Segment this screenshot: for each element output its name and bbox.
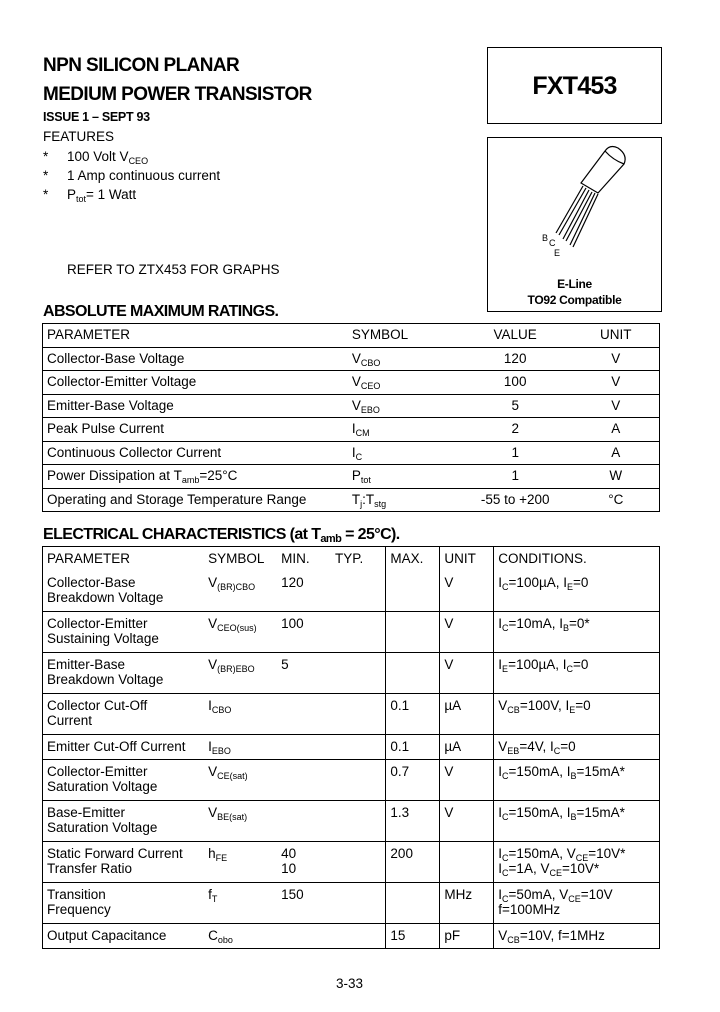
header-unit: UNIT (573, 324, 660, 348)
cell-typ (331, 612, 386, 653)
cell-unit: V (440, 571, 494, 612)
cell-conditions: $V_{EB}=4V$, $I_C=0$ (494, 735, 660, 760)
cell-min: 40 10 (277, 842, 331, 883)
cell-typ (331, 760, 386, 801)
cell-unit: V (440, 801, 494, 842)
cell-max: 200 (386, 842, 440, 883)
cell-unit: MHz (440, 883, 494, 924)
cell-conditions: $V_{CB}=10V$, f=1MHz (498, 928, 605, 945)
features-heading: FEATURES (43, 129, 115, 144)
header-typ: TYP. (331, 547, 386, 572)
cell-parameter: Collector-Emitter Saturation Voltage (43, 760, 205, 801)
cell-conditions: $I_C=50mA$, $V_{CE}=10V$ f=100MHz (494, 883, 660, 924)
cell-unit (440, 842, 494, 883)
cell-symbol: $V_{(BR)CBO}$ (204, 571, 277, 612)
cell-symbol: $f_T$ (204, 883, 277, 924)
cell-min: 5 (277, 653, 331, 694)
table-row: Emitter-Base Voltage $V_{EBO}$ 5 V (43, 394, 660, 418)
table-row (43, 883, 660, 924)
table-row (43, 801, 660, 842)
header-value: VALUE (458, 324, 573, 348)
feature-item: * $P_{tot}= 1$ Watt (43, 187, 137, 204)
cell-parameter: Collector Cut-Off Current (43, 694, 205, 735)
cell-conditions: $I_C=100\mu A$, $I_E=0$ (494, 571, 660, 612)
cell-symbol: $I_{EBO}$ (204, 735, 277, 760)
cell-symbol: $V_{(BR)EBO}$ (204, 653, 277, 694)
cell-typ (331, 694, 386, 735)
cell-parameter: Transition Frequency (43, 883, 205, 924)
cell-conditions: $I_C=150mA$, $V_{CE}=10V*$ $I_C=1A$, $V_{CE}=10V*$ (494, 842, 660, 883)
cell-conditions: $I_C=10mA$, $I_B=0*$ (494, 612, 660, 653)
cell-typ (331, 801, 386, 842)
cell-min (277, 694, 331, 735)
elec-heading: ELECTRICAL CHARACTERISTICS (at $T_{amb} = 25^\circ C$). (43, 526, 400, 545)
part-number: FXT453 (532, 72, 617, 100)
cell-min (277, 801, 331, 842)
table-row: Collector-Base Voltage $V_{CBO}$ 120 V (43, 347, 660, 371)
cell-max (386, 653, 440, 694)
cell-max: 0.1 (386, 694, 440, 735)
table-row (43, 653, 660, 694)
cell-max: 0.1 (386, 735, 440, 760)
table-row: Power Dissipation at $T_{amb}=25^\circ C$ $P_{tot}$ 1 W (43, 465, 660, 489)
cell-min: 100 (277, 612, 331, 653)
header-min: MIN. (281, 551, 310, 566)
cell-max (386, 612, 440, 653)
table-header-row (43, 547, 660, 572)
table-row (43, 760, 660, 801)
pin-label-e: E (554, 248, 561, 258)
cell-unit: pF (440, 924, 494, 949)
cell-max: 0.7 (386, 760, 440, 801)
cell-parameter: Static Forward Current Transfer Ratio (43, 842, 205, 883)
cell-max: 15 (386, 924, 440, 949)
abs-max-table (42, 323, 660, 512)
abs-max-heading: ABSOLUTE MAXIMUM RATINGS. (43, 303, 279, 320)
cell-typ (331, 883, 386, 924)
page-number: 3-33 (336, 976, 364, 991)
cell-typ (331, 735, 386, 760)
cell-parameter: Emitter-Base Breakdown Voltage (43, 653, 205, 694)
bullet: * (43, 187, 49, 202)
cell-unit: V (440, 653, 494, 694)
cell-parameter: Collector-Base Breakdown Voltage (43, 571, 205, 612)
cell-unit: V (440, 612, 494, 653)
header-parameter: PARAMETER (47, 551, 131, 566)
cell-min: 150 (277, 883, 331, 924)
cell-parameter: Collector-Emitter Sustaining Voltage (43, 612, 205, 653)
header-symbol: SYMBOL (348, 324, 458, 348)
bullet: * (43, 168, 49, 183)
pin-label-b: B (542, 233, 549, 243)
cell-symbol: $V_{CE(sat)}$ (204, 760, 277, 801)
cell-conditions: $V_{CB}=100V$, $I_E=0$ (494, 694, 660, 735)
cell-unit: V (440, 760, 494, 801)
pin-label-c: C (549, 238, 556, 248)
header-unit: UNIT (440, 547, 494, 572)
table-row (43, 924, 660, 949)
cell-typ (331, 653, 386, 694)
cell-symbol: $h_{FE}$ (204, 842, 277, 883)
cell-conditions: $I_C=150mA$, $I_B=15mA*$ (494, 801, 660, 842)
cell-parameter: Emitter Cut-Off Current (43, 735, 205, 760)
package-compat: TO92 Compatible (527, 293, 622, 307)
header-symbol: SYMBOL (208, 551, 265, 566)
cell-min: 120 (277, 571, 331, 612)
cell-symbol: $I_{CBO}$ (204, 694, 277, 735)
bullet: * (43, 149, 49, 164)
cell-typ (331, 842, 386, 883)
table-header-row (43, 324, 660, 348)
title-line-1: NPN SILICON PLANAR (43, 55, 240, 76)
header-conditions: CONDITIONS. (498, 551, 587, 566)
cell-unit: µA (440, 694, 494, 735)
cell-unit: µA (440, 735, 494, 760)
cell-max (386, 883, 440, 924)
cell-max (386, 571, 440, 612)
table-row: Operating and Storage Temperature Range $T_j:T_{stg}$ -55 to +200 °C (47, 491, 624, 509)
issue-label: ISSUE 1 – SEPT 93 (43, 110, 150, 124)
cell-conditions: $I_C=150mA$, $I_B=15mA*$ (494, 760, 660, 801)
cell-min (277, 924, 331, 949)
table-row: Collector-Emitter Voltage $V_{CEO}$ 100 V (43, 371, 660, 395)
cell-parameter: Base-Emitter Saturation Voltage (43, 801, 205, 842)
cell-conditions: $I_E=100\mu A$, $I_C=0$ (494, 653, 660, 694)
feature-item: * 1 Amp continuous current (43, 168, 221, 183)
cell-typ (331, 571, 386, 612)
table-row (43, 694, 660, 735)
table-row: Continuous Collector Current $I_C$ 1 A (43, 441, 660, 465)
package-name: E-Line (557, 277, 592, 291)
table-row (43, 612, 660, 653)
cell-min (277, 735, 331, 760)
package-box (487, 137, 662, 312)
cell-symbol: $V_{CEO(sus)}$ (204, 612, 277, 653)
cell-symbol: $V_{BE(sat)}$ (204, 801, 277, 842)
feature-item: * 100 Volt $V_{CEO}$ (43, 149, 149, 166)
table-row: Peak Pulse Current $I_{CM}$ 2 A (43, 418, 660, 442)
cell-min (277, 760, 331, 801)
cell-symbol: $C_{obo}$ (208, 928, 233, 945)
part-number-box (487, 47, 662, 124)
table-row (43, 735, 660, 760)
header-parameter: PARAMETER (43, 324, 348, 348)
table-row (43, 571, 660, 612)
cell-max: 1.3 (386, 801, 440, 842)
to92-package-drawing (488, 138, 661, 268)
table-row (43, 842, 660, 883)
cell-parameter: Output Capacitance (47, 928, 167, 943)
header-max: MAX. (386, 547, 440, 572)
cell-typ (331, 924, 386, 949)
title-line-2: MEDIUM POWER TRANSISTOR (43, 84, 312, 105)
refer-note: REFER TO ZTX453 FOR GRAPHS (67, 262, 280, 277)
elec-table (42, 546, 660, 949)
